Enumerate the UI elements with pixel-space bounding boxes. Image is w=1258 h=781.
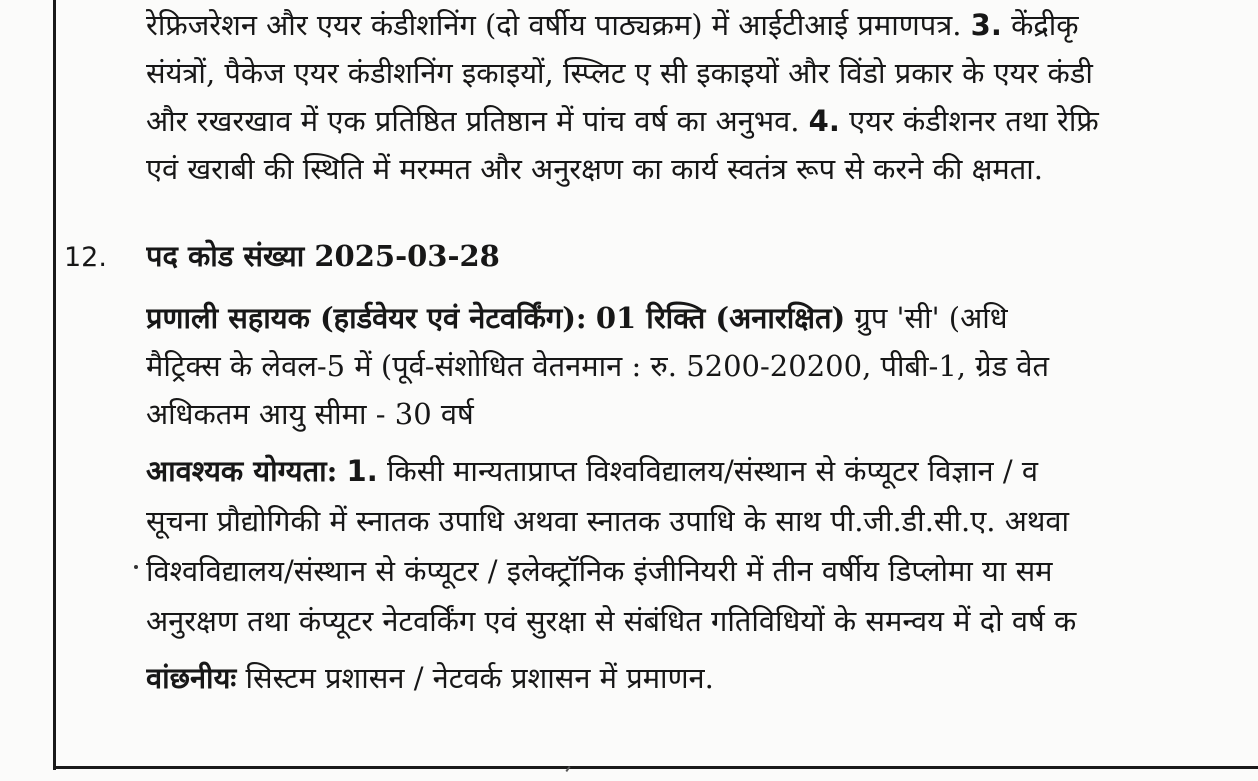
prev-qualification-line-1 [146,4,1258,46]
essential-qualification-line-2 [146,500,1258,542]
scan-dot-mark [134,565,138,569]
pay-scale-text: मैट्रिक्स के लेवल-5 में (पूर्व-संशोधित वेतनमान : रु. 5200-20200, पीबी-1, ग्रेड वेत [146,349,1049,383]
desirable-qualification-line [146,657,1258,699]
essential-qualification-line-4 [146,600,1258,642]
prev-qualification-line-2 [146,52,1258,94]
desirable-label: वांछनीयः [146,661,237,695]
scan-tick-mark [565,766,570,772]
post-title-line [146,297,1258,339]
prev-line-2-text: संयंत्रों, पैकेज एयर कंडीशनिंग इकाइयों, स्प्लिट ए सी इकाइयों और विंडो प्रकार के एयर कंडी [146,56,1093,90]
prev-line-1-tail: केंद्रीकृ [1011,8,1079,42]
essential-line-2-text: सूचना प्रौद्योगिकी में स्नातक उपाधि अथवा स्नातक उपाधि के साथ पी.जी.डी.सी.ए. अथवा [146,504,1070,538]
essential-qualification-label: आवश्यक योग्यता: [146,454,338,488]
prev-line-3-text: और रखरखाव में एक प्रतिष्ठित प्रतिष्ठान में पांच वर्ष का अनुभव. [146,104,800,138]
prev-line-1-text: रेफ्रिजरेशन और एयर कंडीशनिंग (दो वर्षीय पाठ्यक्रम) में आईटीआई प्रमाणपत्र. [146,8,962,42]
post-code-heading [146,235,1258,277]
prev-line-3-tail: एयर कंडीशनर तथा रेफ्रि [849,104,1099,138]
prev-qualification-line-4 [146,148,1258,190]
prev-qualification-line-3 [146,100,1258,142]
post-title: प्रणाली सहायक (हार्डवेयर एवं नेटवर्किंग): [146,301,587,335]
desirable-text: सिस्टम प्रशासन / नेटवर्क प्रशासन में प्रमाणन. [245,661,714,695]
essential-line-1-text: किसी मान्यताप्राप्त विश्वविद्यालय/संस्थान से कंप्यूटर विज्ञान / व [386,454,1038,488]
vacancy-count: 01 रिक्ति (अनारक्षित) [595,301,846,335]
essential-line-3-text: विश्वविद्यालय/संस्थान से कंप्यूटर / इलेक्ट्रॉनिक इंजीनियरी में तीन वर्षीय डिप्लोमा या सम [146,554,1053,588]
essential-point-1: 1. [346,454,378,488]
post-code-text: पद कोड संख्या 2025-03-28 [146,239,500,273]
age-limit-label: अधिकतम आयु सीमा [146,397,367,431]
prev-point-4: 4. [808,104,840,138]
prev-point-3: 3. [970,8,1002,42]
essential-qualification-line-1 [146,450,1258,492]
post-group: ग्रुप 'सी' (अधि [854,301,1008,335]
essential-line-4-text: अनुरक्षण तथा कंप्यूटर नेटवर्किंग एवं सुरक्षा से संबंधित गतिविधियों के समन्वय में दो वर्ष क [146,604,1077,638]
age-limit-value: - 30 वर्ष [375,397,474,431]
prev-line-4-text: एवं खराबी की स्थिति में मरम्मत और अनुरक्षण का कार्य स्वतंत्र रूप से करने की क्षमता. [146,152,1043,186]
essential-qualification-line-3 [146,550,1258,592]
item-number: 12. [64,242,107,273]
pay-scale-line [146,345,1258,387]
age-limit-line [146,393,1258,435]
